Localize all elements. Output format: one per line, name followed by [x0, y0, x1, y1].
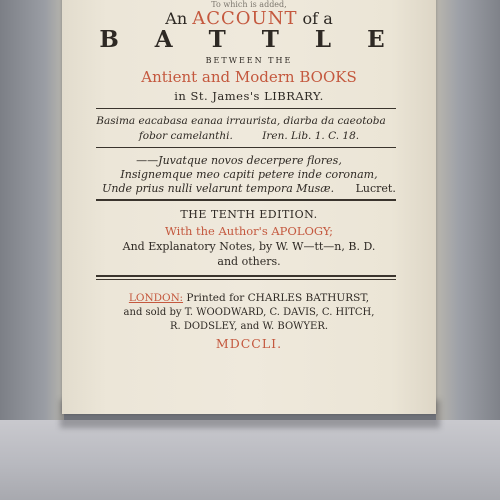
top-partial-line: To which is added,: [211, 0, 287, 9]
london-word: LONDON:: [128, 292, 184, 304]
imprint-line-2: and sold by T. WOODWARD, C. DAVIS, C. HITCH,: [123, 307, 375, 318]
epigraph-line-1: Basima eacabasa eanaa irraurista, diarba da caeotoba: [96, 115, 386, 127]
printed-for: Printed for CHARLES BATHURST,: [186, 292, 370, 304]
between-line: BETWEEN THE: [205, 56, 293, 65]
epigraph-citation: Iren. Lib. 1. C. 18.: [262, 130, 360, 142]
title-page: [62, 0, 436, 414]
rule-1: [96, 108, 396, 109]
verse-citation: Lucret.: [355, 182, 396, 195]
background-right: [436, 0, 500, 420]
epigraph-line-2: [62, 130, 436, 142]
notes-line: And Explanatory Notes, by W. W—tt—n, B. D.: [122, 240, 376, 253]
account-main: ACCOUNT: [192, 8, 298, 29]
edition-line: THE TENTH EDITION.: [180, 208, 318, 221]
year-line: MDCCLI.: [215, 336, 283, 351]
rule-5: [96, 279, 396, 280]
verse-line-3: [62, 182, 436, 195]
imprint-line-3: R. DODSLEY, and W. BOWYER.: [169, 321, 329, 332]
rule-4: [96, 275, 396, 277]
apology-line: With the Author's APOLOGY;: [165, 224, 333, 238]
rule-2: [96, 147, 396, 148]
verse-text-3: Unde prius nulli velarunt tempora Musæ.: [102, 182, 335, 195]
account-post: of a: [302, 9, 333, 28]
rule-3: [96, 199, 396, 201]
verse-line-1: ——Juvatque novos decerpere flores,: [136, 154, 342, 167]
books-line: Antient and Modern BOOKS: [141, 68, 357, 86]
battle-heading: B A T T L E: [99, 26, 399, 53]
library-line: in St. James's LIBRARY.: [174, 89, 324, 103]
others-line: and others.: [217, 255, 281, 268]
background-left: [0, 0, 64, 420]
account-pre: An: [165, 9, 188, 28]
verse-line-2: Insignemque meo capiti petere inde coronam,: [120, 168, 378, 181]
imprint-line-1: [62, 292, 436, 304]
table-surface: [0, 420, 500, 500]
epigraph-text: fobor camelanthi.: [138, 130, 233, 142]
